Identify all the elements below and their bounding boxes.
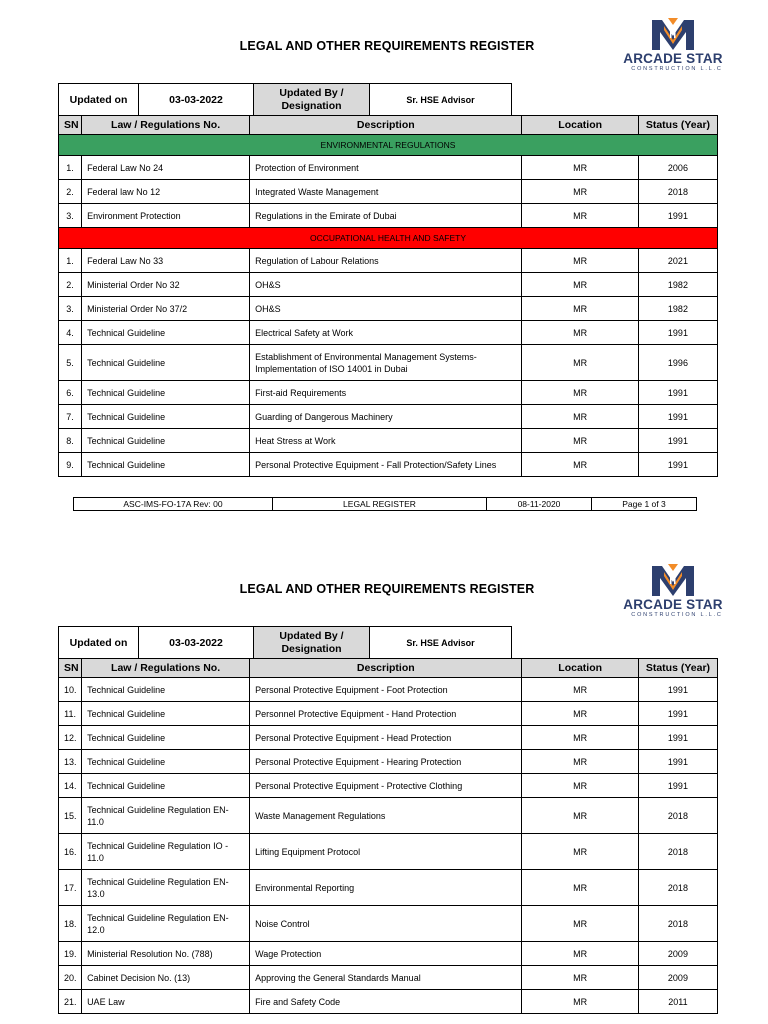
row-description: Personal Protective Equipment - Hearing Protection — [250, 750, 522, 774]
col-header-sn: SN — [59, 116, 82, 135]
table-row — [59, 249, 718, 273]
row-year: 2018 — [638, 798, 717, 834]
row-sn: 7. — [59, 405, 82, 429]
register-table — [58, 658, 718, 1014]
table-header-row — [59, 659, 718, 678]
update-info-box — [58, 626, 512, 659]
row-description: Regulation of Labour Relations — [250, 249, 522, 273]
row-law: UAE Law — [82, 990, 250, 1014]
row-sn: 17. — [59, 870, 82, 906]
row-year: 2009 — [638, 966, 717, 990]
footer-doc-number: ASC-IMS-FO-17A Rev: 00 — [74, 498, 273, 511]
row-location: MR — [522, 966, 638, 990]
row-location: MR — [522, 321, 638, 345]
updated-on-value: 03-03-2022 — [139, 84, 254, 116]
row-year: 1991 — [638, 405, 717, 429]
row-sn: 1. — [59, 249, 82, 273]
row-description: Waste Management Regulations — [250, 798, 522, 834]
table-row — [59, 405, 718, 429]
row-sn: 2. — [59, 273, 82, 297]
row-law: Technical Guideline — [82, 774, 250, 798]
row-description: Personal Protective Equipment - Protective Clothing — [250, 774, 522, 798]
row-year: 1991 — [638, 321, 717, 345]
row-location: MR — [522, 180, 638, 204]
row-sn: 2. — [59, 180, 82, 204]
row-year: 2018 — [638, 906, 717, 942]
row-location: MR — [522, 345, 638, 381]
row-law: Federal Law No 24 — [82, 156, 250, 180]
table-row — [59, 321, 718, 345]
table-header-row — [59, 116, 718, 135]
row-year: 1991 — [638, 429, 717, 453]
section-title-ohs: OCCUPATIONAL HEALTH AND SAFETY — [59, 228, 718, 249]
logo-brand-name: ARCADE STAR — [623, 597, 723, 612]
table-row — [59, 273, 718, 297]
col-header-status: Status (Year) — [638, 116, 717, 135]
row-description: Electrical Safety at Work — [250, 321, 522, 345]
col-header-law: Law / Regulations No. — [82, 116, 250, 135]
logo-mark-icon — [650, 16, 696, 52]
row-law: Federal law No 12 — [82, 180, 250, 204]
row-sn: 11. — [59, 702, 82, 726]
row-location: MR — [522, 906, 638, 942]
row-year: 1982 — [638, 297, 717, 321]
row-location: MR — [522, 750, 638, 774]
table-row — [59, 429, 718, 453]
col-header-status: Status (Year) — [638, 659, 717, 678]
row-year: 1991 — [638, 750, 717, 774]
footer-page-number: Page 1 of 3 — [592, 498, 697, 511]
row-sn: 13. — [59, 750, 82, 774]
company-logo — [618, 560, 728, 620]
row-law: Technical Guideline — [82, 726, 250, 750]
logo-mark-icon — [650, 562, 696, 598]
col-header-law: Law / Regulations No. — [82, 659, 250, 678]
row-sn: 5. — [59, 345, 82, 381]
col-header-description: Description — [250, 659, 522, 678]
document-title: LEGAL AND OTHER REQUIREMENTS REGISTER — [239, 582, 535, 596]
section-title-environmental: ENVIRONMENTAL REGULATIONS — [59, 135, 718, 156]
row-location: MR — [522, 990, 638, 1014]
table-row — [59, 966, 718, 990]
row-year: 2018 — [638, 180, 717, 204]
row-sn: 8. — [59, 429, 82, 453]
row-location: MR — [522, 156, 638, 180]
row-sn: 3. — [59, 204, 82, 228]
row-sn: 18. — [59, 906, 82, 942]
row-location: MR — [522, 774, 638, 798]
row-description: Establishment of Environmental Management Systems-Implementation of ISO 14001 in Dubai — [250, 345, 522, 381]
col-header-location: Location — [522, 659, 638, 678]
updated-by-label: Updated By / Designation — [254, 627, 370, 659]
col-header-sn: SN — [59, 659, 82, 678]
row-location: MR — [522, 702, 638, 726]
row-year: 1991 — [638, 774, 717, 798]
row-sn: 10. — [59, 678, 82, 702]
row-description: Wage Protection — [250, 942, 522, 966]
footer-doc-name: LEGAL REGISTER — [273, 498, 487, 511]
row-sn: 20. — [59, 966, 82, 990]
row-description: Protection of Environment — [250, 156, 522, 180]
row-description: Personnel Protective Equipment - Hand Protection — [250, 702, 522, 726]
row-year: 2011 — [638, 990, 717, 1014]
row-location: MR — [522, 834, 638, 870]
row-location: MR — [522, 429, 638, 453]
updated-on-label: Updated on — [59, 627, 139, 659]
table-row — [59, 774, 718, 798]
row-year: 1991 — [638, 678, 717, 702]
row-sn: 21. — [59, 990, 82, 1014]
row-location: MR — [522, 405, 638, 429]
row-description: Personal Protective Equipment - Fall Protection/Safety Lines — [250, 453, 522, 477]
row-location: MR — [522, 204, 638, 228]
row-law: Technical Guideline — [82, 405, 250, 429]
table-row — [59, 180, 718, 204]
row-description: Guarding of Dangerous Machinery — [250, 405, 522, 429]
updated-by-value: Sr. HSE Advisor — [370, 627, 512, 659]
row-sn: 16. — [59, 834, 82, 870]
row-location: MR — [522, 381, 638, 405]
update-info-box — [58, 83, 512, 116]
row-location: MR — [522, 678, 638, 702]
table-row — [59, 381, 718, 405]
row-description: Environmental Reporting — [250, 870, 522, 906]
table-row — [59, 726, 718, 750]
row-description: Integrated Waste Management — [250, 180, 522, 204]
row-sn: 6. — [59, 381, 82, 405]
table-row — [59, 345, 718, 381]
row-law: Federal Law No 33 — [82, 249, 250, 273]
row-law: Ministerial Order No 32 — [82, 273, 250, 297]
row-law: Technical Guideline — [82, 702, 250, 726]
row-year: 1991 — [638, 453, 717, 477]
row-law: Environment Protection — [82, 204, 250, 228]
document-title: LEGAL AND OTHER REQUIREMENTS REGISTER — [239, 39, 535, 53]
row-location: MR — [522, 249, 638, 273]
col-header-description: Description — [250, 116, 522, 135]
row-law: Technical Guideline — [82, 678, 250, 702]
row-law: Cabinet Decision No. (13) — [82, 966, 250, 990]
row-sn: 15. — [59, 798, 82, 834]
row-sn: 1. — [59, 156, 82, 180]
row-sn: 14. — [59, 774, 82, 798]
row-law: Ministerial Order No 37/2 — [82, 297, 250, 321]
section-row-environmental — [59, 135, 718, 156]
row-description: Heat Stress at Work — [250, 429, 522, 453]
row-law: Technical Guideline — [82, 381, 250, 405]
table-row — [59, 204, 718, 228]
row-location: MR — [522, 453, 638, 477]
row-law: Technical Guideline — [82, 453, 250, 477]
row-law: Technical Guideline — [82, 750, 250, 774]
row-description: Lifting Equipment Protocol — [250, 834, 522, 870]
row-law: Technical Guideline Regulation EN-13.0 — [82, 870, 250, 906]
register-table — [58, 115, 718, 477]
row-year: 1991 — [638, 702, 717, 726]
row-sn: 3. — [59, 297, 82, 321]
table-row — [59, 798, 718, 834]
row-description: OH&S — [250, 297, 522, 321]
row-year: 2021 — [638, 249, 717, 273]
row-year: 2018 — [638, 870, 717, 906]
row-year: 1991 — [638, 381, 717, 405]
row-year: 2006 — [638, 156, 717, 180]
footer-date: 08-11-2020 — [487, 498, 592, 511]
row-sn: 12. — [59, 726, 82, 750]
row-law: Technical Guideline Regulation IO - 11.0 — [82, 834, 250, 870]
row-year: 1996 — [638, 345, 717, 381]
row-year: 2009 — [638, 942, 717, 966]
table-row — [59, 702, 718, 726]
row-year: 1991 — [638, 204, 717, 228]
page-footer — [73, 497, 697, 511]
row-description: OH&S — [250, 273, 522, 297]
row-year: 1982 — [638, 273, 717, 297]
company-logo — [618, 14, 728, 74]
table-row — [59, 942, 718, 966]
row-description: First-aid Requirements — [250, 381, 522, 405]
row-law: Technical Guideline — [82, 429, 250, 453]
row-description: Personal Protective Equipment - Foot Protection — [250, 678, 522, 702]
row-year: 2018 — [638, 834, 717, 870]
updated-on-label: Updated on — [59, 84, 139, 116]
table-row — [59, 906, 718, 942]
updated-on-value: 03-03-2022 — [139, 627, 254, 659]
row-location: MR — [522, 726, 638, 750]
section-row-ohs — [59, 228, 718, 249]
table-row — [59, 156, 718, 180]
row-description: Noise Control — [250, 906, 522, 942]
logo-subtitle: CONSTRUCTION L.L.C — [631, 66, 723, 72]
row-law: Technical Guideline Regulation EN-11.0 — [82, 798, 250, 834]
row-law: Technical Guideline — [82, 345, 250, 381]
row-location: MR — [522, 942, 638, 966]
table-row — [59, 990, 718, 1014]
updated-by-label: Updated By / Designation — [254, 84, 370, 116]
row-description: Personal Protective Equipment - Head Protection — [250, 726, 522, 750]
row-location: MR — [522, 870, 638, 906]
table-row — [59, 870, 718, 906]
row-description: Approving the General Standards Manual — [250, 966, 522, 990]
logo-subtitle: CONSTRUCTION L.L.C — [631, 612, 723, 618]
row-law: Technical Guideline — [82, 321, 250, 345]
row-sn: 19. — [59, 942, 82, 966]
table-row — [59, 834, 718, 870]
row-location: MR — [522, 297, 638, 321]
row-law: Ministerial Resolution No. (788) — [82, 942, 250, 966]
row-law: Technical Guideline Regulation EN-12.0 — [82, 906, 250, 942]
row-location: MR — [522, 273, 638, 297]
logo-brand-name: ARCADE STAR — [623, 51, 723, 66]
row-location: MR — [522, 798, 638, 834]
table-row — [59, 453, 718, 477]
row-sn: 4. — [59, 321, 82, 345]
row-sn: 9. — [59, 453, 82, 477]
register-page-2 — [0, 540, 768, 1024]
table-row — [59, 678, 718, 702]
col-header-location: Location — [522, 116, 638, 135]
table-row — [59, 297, 718, 321]
row-description: Fire and Safety Code — [250, 990, 522, 1014]
row-year: 1991 — [638, 726, 717, 750]
table-row — [59, 750, 718, 774]
updated-by-value: Sr. HSE Advisor — [370, 84, 512, 116]
row-description: Regulations in the Emirate of Dubai — [250, 204, 522, 228]
